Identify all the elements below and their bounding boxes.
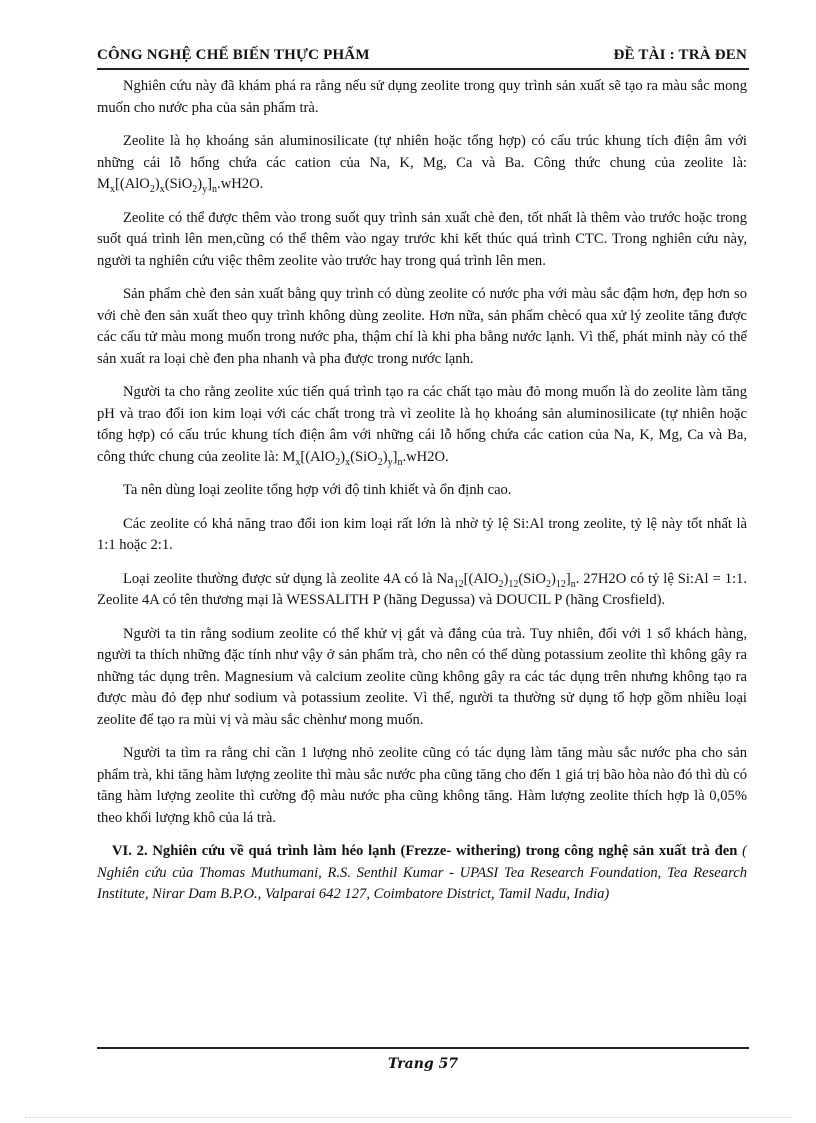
paragraph-8-after: có tỷ lệ Si:Al = 1:1. Zeolite 4A có tên thương mại là WESSALITH P (hãng Degussa) và DOUCIL P (hãng Crosfield).: [97, 570, 747, 608]
section-heading: [97, 841, 747, 906]
paragraph-9: Người ta tin rằng sodium zeolite có thể khử vị gắt và đắng của trà. Tuy nhiên, đối với 1 số khách hàng, người ta thích những đặc tính như vậy ở sản phẩm trà, cho nên có thể dùng potassium zeolite thì không gây ra những tác dụng trên. Magnesium và calcium zeolite cũng không gây ra các tác dụng trên nhưng không tạo ra được màu đỏ đẹp như sodium và potassium zeolite. Vì thế, người ta thường sử dụng tổ hợp gồm nhiều loại zeolite để tạo ra mùi vị và màu sắc chènhư mong muốn.: [97, 625, 747, 728]
paragraph-8: [97, 569, 747, 612]
paragraph-5-text: Người ta cho rằng zeolite xúc tiến quá trình tạo ra các chất tạo màu đỏ mong muốn là do zeolite làm tăng pH và trao đổi ion kim loại với các chất trong trà vì zeolite là họ khoáng sản aluminosilicate (tự nhiên hoặc tổng hợp) có cấu trúc khung tích điện âm với những cái lỗ hổng chứa các cation của Na, K, Mg, Ca và Ba, công thức chung của zeolite là:: [97, 384, 747, 465]
header-divider: [97, 68, 749, 70]
header-course-title: CÔNG NGHỆ CHẾ BIẾN THỰC PHẨM: [97, 47, 370, 63]
footer-divider: [97, 1047, 749, 1049]
zeolite-formula: $M_x[(AlO_2)_x(SiO_2)_y]_n.wH2O$.: [282, 448, 449, 468]
document-body: [97, 76, 747, 918]
paragraph-2: [97, 131, 747, 196]
zeolite-formula: $M_x[(AlO_2)_x(SiO_2)_y]_n.wH2O$.: [97, 176, 264, 195]
paragraph-3: Zeolite có thể được thêm vào trong suốt quy trình sản xuất chè đen, tốt nhất là thêm vào trước hoặc trong suốt quá trình lên men,cũng có thể thêm vào ngay trước khi kết thúc quá trình CTC. Trong nghiên cứu này, người ta nghiên cứu việc thêm zeolite vào trước hay trong quá trình lên men.: [97, 209, 747, 269]
header-topic-title: ĐỀ TÀI : TRÀ ĐEN: [613, 47, 747, 63]
paragraph-7: Các zeolite có khả năng trao đổi ion kim loại rất lớn là nhờ tỷ lệ Si:Al trong zeolite, tỷ lệ này tốt nhất là 1:1 hoặc 2:1.: [97, 515, 747, 553]
paragraph-4: Sản phẩm chè đen sản xuất bằng quy trình có dùng zeolite có nước pha với màu sắc đậm hơn, đẹp hơn so với chè đen sản xuất theo quy trình không dùng zeolite. Hơn nữa, sản phẩm chècó qua xử lý zeolite tăng được các cấu tử màu mong muốn trong nước pha, thậm chí là khi pha bằng nước lạnh. Vì thế, phát minh này có thể sản xuất ra loại chè đen pha nhanh và pha được trong nước lạnh.: [97, 286, 747, 367]
paragraph-8-before: Loại zeolite thường được sử dụng là zeolite 4A có là: [123, 570, 437, 587]
paragraph-6: Ta nên dùng loại zeolite tổng hợp với độ tinh khiết và ổn định cao.: [123, 482, 512, 498]
page-header: [97, 47, 747, 64]
paragraph-2-text: Zeolite là họ khoáng sản aluminosilicate (tự nhiên hoặc tổng hợp) có cấu trúc khung tích điện âm với những cái lỗ hổng chứa các cation của Na, K, Mg, Ca và Ba. Công thức chung của zeolite là:: [97, 133, 747, 171]
paragraph-10: Người ta tìm ra rằng chỉ cần 1 lượng nhỏ zeolite cũng có tác dụng làm tăng màu sắc nước pha cho sản phẩm trà, khi tăng hàm lượng zeolite thì màu sắc nước pha cũng tăng cho đến 1 giá trị bão hòa nào đó thì dù có tăng hàm lượng zeolite thì cường độ màu nước pha cũng không tăng. Hàm lượng zeolite thích hợp là 0,05% theo khối lượng khô của lá trà.: [97, 745, 747, 826]
page-number: Trang 57: [387, 1056, 459, 1072]
section-title: VI. 2. Nghiên cứu về quá trình làm héo lạnh (Frezze- withering) trong công nghệ sản xuất trà đen: [112, 843, 738, 859]
paragraph-5: [97, 382, 747, 468]
zeolite-4a-formula: $Na_{12}[(AlO_2)_{12}(SiO_2)_{12}]_n$. 27H2O: [436, 570, 627, 590]
paragraph-1: Nghiên cứu này đã khám phá ra rằng nếu sử dụng zeolite trong quy trình sản xuất sẽ tạo ra màu sắc mong muốn cho nước pha của sản phẩm trà.: [97, 78, 747, 116]
section-citation: ( Nghiên cứu của Thomas Muthumani, R.S. Senthil Kumar - UPASI Tea Research Foundation, Tea Research Institute, Nirar Dam B.P.O., Valparai 642 127, Coimbatore District, Tamil Nadu, India): [97, 843, 747, 902]
page-edge-line: [25, 1117, 791, 1118]
